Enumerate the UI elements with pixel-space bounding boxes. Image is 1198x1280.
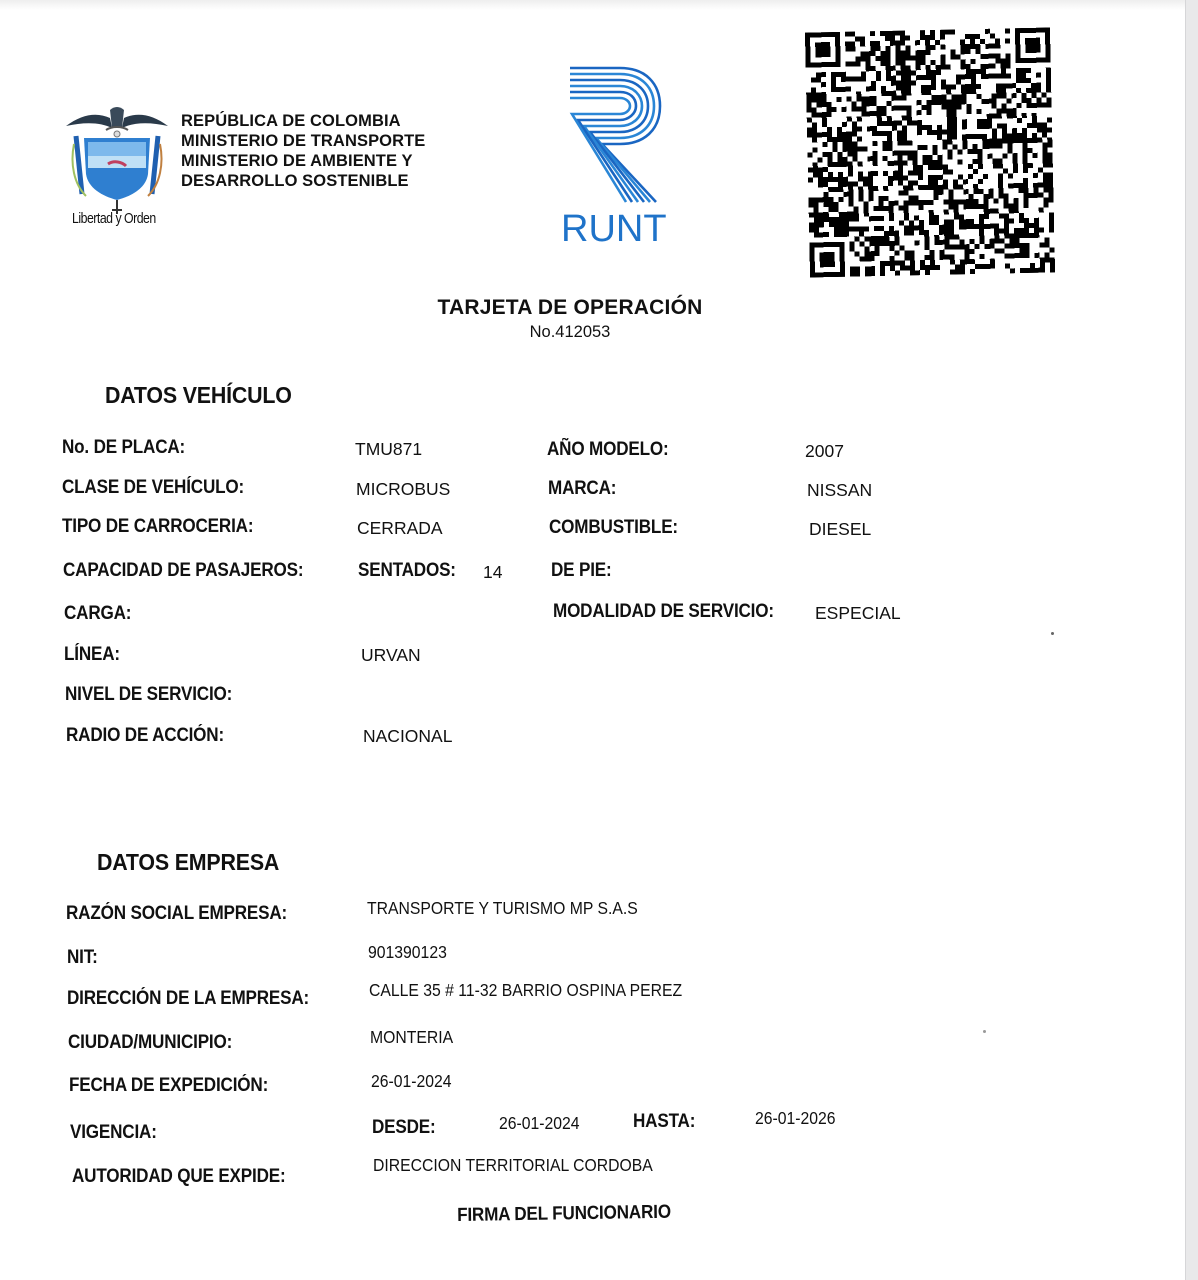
line-value: URVAN [361, 645, 421, 665]
government-line: MINISTERIO DE TRANSPORTE [181, 132, 426, 150]
scan-speck [1051, 632, 1054, 635]
brand-value: NISSAN [807, 480, 873, 500]
official-signature-label: FIRMA DEL FUNCIONARIO [457, 1201, 672, 1226]
page-edge [1185, 0, 1198, 1280]
company-name-label: RAZÓN SOCIAL EMPRESA: [66, 903, 288, 924]
page-top-shadow [0, 0, 1185, 10]
runt-logo-text: RUNT [561, 208, 667, 250]
vehicle-section-title: DATOS VEHÍCULO [105, 382, 292, 408]
company-address-label: DIRECCIÓN DE LA EMPRESA: [67, 988, 310, 1009]
vehicle-class-label: CLASE DE VEHÍCULO: [62, 477, 245, 498]
cargo-label: CARGA: [64, 603, 132, 624]
city-value: MONTERIA [370, 1027, 454, 1047]
company-section-title: DATOS EMPRESA [97, 849, 280, 875]
vehicle-class-value: MICROBUS [356, 479, 451, 499]
model-year-value: 2007 [805, 441, 844, 461]
seated-value: 14 [483, 562, 503, 582]
line-label: LÍNEA: [64, 644, 120, 665]
government-line: REPÚBLICA DE COLOMBIA [181, 112, 401, 130]
document-number-text: No.412053 [529, 323, 611, 341]
document-title [0, 296, 1140, 320]
standing-label: DE PIE: [551, 560, 612, 581]
document-title-text: TARJETA DE OPERACIÓN [437, 296, 703, 319]
crest-motto: Libertad y Orden [72, 210, 156, 227]
service-mode-label: MODALIDAD DE SERVICIO: [553, 601, 774, 622]
government-line: DESARROLLO SOSTENIBLE [181, 172, 409, 190]
validity-label: VIGENCIA: [70, 1122, 157, 1143]
issue-date-value: 26-01-2024 [371, 1071, 452, 1091]
scan-speck [983, 1030, 986, 1033]
action-radius-label: RADIO DE ACCIÓN: [66, 725, 224, 746]
fuel-value: DIESEL [809, 519, 872, 539]
company-address-value: CALLE 35 # 11-32 BARRIO OSPINA PEREZ [369, 980, 683, 1000]
nit-value: 901390123 [368, 942, 447, 962]
capacity-label: CAPACIDAD DE PASAJEROS: [63, 560, 304, 581]
brand-label: MARCA: [548, 478, 617, 499]
government-heading [181, 111, 425, 191]
valid-from-label: DESDE: [372, 1117, 436, 1138]
company-name-value: TRANSPORTE Y TURISMO MP S.A.S [367, 898, 638, 918]
service-level-label: NIVEL DE SERVICIO: [65, 684, 233, 705]
body-type-value: CERRADA [357, 518, 443, 538]
valid-to-value: 26-01-2026 [755, 1108, 836, 1128]
qr-code-icon[interactable] [797, 27, 1062, 277]
body-type-label: TIPO DE CARROCERIA: [62, 516, 254, 537]
government-line: MINISTERIO DE AMBIENTE Y [181, 152, 413, 170]
plate-label: No. DE PLACA: [62, 437, 186, 458]
seated-label: SENTADOS: [358, 560, 456, 581]
nit-label: NIT: [67, 947, 98, 968]
city-label: CIUDAD/MUNICIPIO: [68, 1032, 233, 1053]
service-mode-value: ESPECIAL [815, 603, 901, 623]
action-radius-value: NACIONAL [363, 726, 453, 746]
document-number [0, 323, 1140, 342]
plate-value: TMU871 [355, 439, 423, 459]
issue-date-label: FECHA DE EXPEDICIÓN: [69, 1075, 269, 1096]
valid-to-label: HASTA: [633, 1111, 696, 1132]
issuing-authority-value: DIRECCION TERRITORIAL CORDOBA [373, 1155, 653, 1175]
fuel-label: COMBUSTIBLE: [549, 517, 678, 538]
issuing-authority-label: AUTORIDAD QUE EXPIDE: [72, 1166, 286, 1187]
valid-from-value: 26-01-2024 [499, 1113, 580, 1133]
model-year-label: AÑO MODELO: [547, 439, 669, 460]
runt-logo-icon [562, 62, 682, 212]
